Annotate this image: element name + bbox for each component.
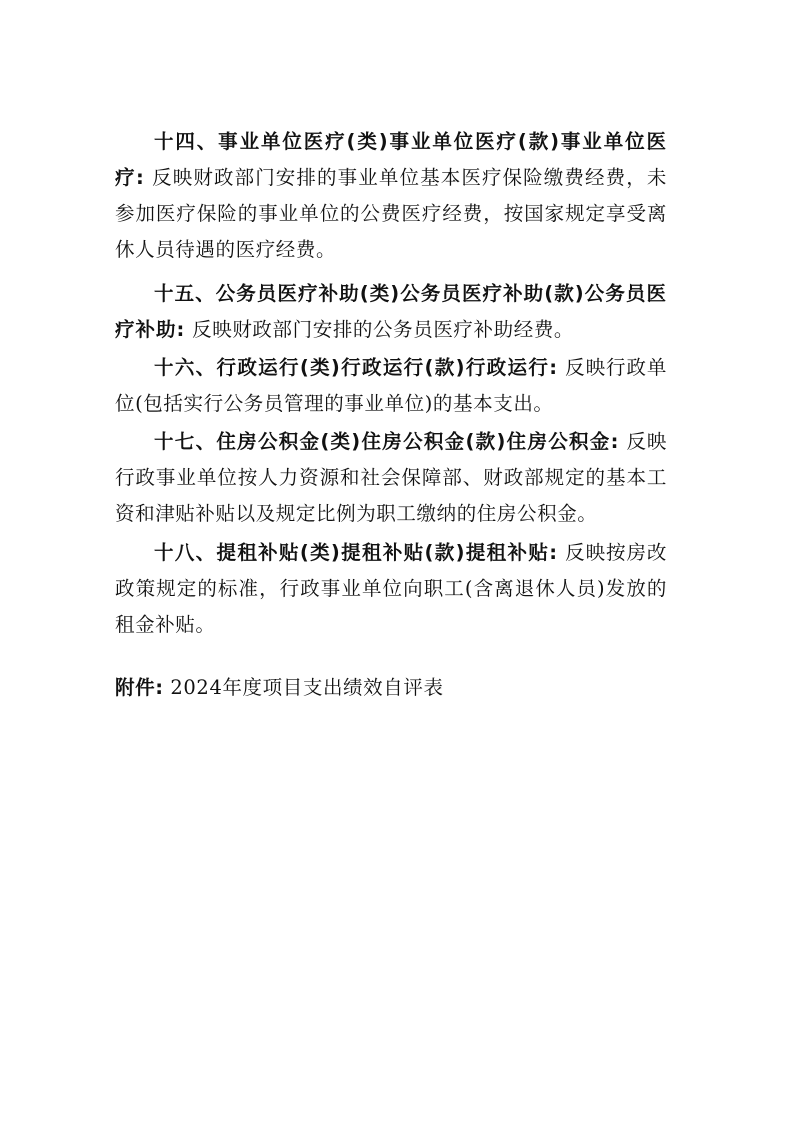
section-18-paragraph — [115, 535, 667, 643]
section-14-body: 反映财政部门安排的事业单位基本医疗保险缴费经费，未参加医疗保险的事业单位的公费医疗经费，按国家规定享受离休人员待遇的医疗经费。 — [115, 165, 667, 261]
section-15-paragraph — [115, 276, 667, 348]
section-14-heading: 十四、事业单位医疗(类)事业单位医疗(款)事业单位医疗: — [115, 129, 667, 189]
section-17-body: 反映行政事业单位按人力资源和社会保障部、财政部规定的基本工资和津贴补贴以及规定比例为职工缴纳的住房公积金。 — [115, 429, 667, 525]
attachment-line — [115, 670, 444, 706]
section-15-body: 反映财政部门安排的公务员医疗补助经费。 — [192, 317, 575, 341]
attachment-label: 附件: — [115, 676, 164, 699]
section-18-body: 反映按房改政策规定的标准，行政事业单位向职工(含离退休人员)发放的租金补贴。 — [115, 540, 667, 636]
section-14-paragraph — [115, 124, 667, 268]
section-17-paragraph — [115, 424, 667, 532]
attachment-text: 2024年度项目支出绩效自评表 — [170, 676, 444, 699]
section-17-heading: 十七、住房公积金(类)住房公积金(款)住房公积金: — [154, 429, 620, 453]
section-16-body: 反映行政单位(包括实行公务员管理的事业单位)的基本支出。 — [115, 355, 667, 415]
section-18-heading: 十八、提租补贴(类)提租补贴(款)提租补贴: — [154, 540, 558, 564]
section-16-paragraph — [115, 350, 667, 422]
section-16-heading: 十六、行政运行(类)行政运行(款)行政运行: — [154, 355, 558, 379]
section-15-heading: 十五、公务员医疗补助(类)公务员医疗补助(款)公务员医疗补助: — [115, 281, 667, 341]
